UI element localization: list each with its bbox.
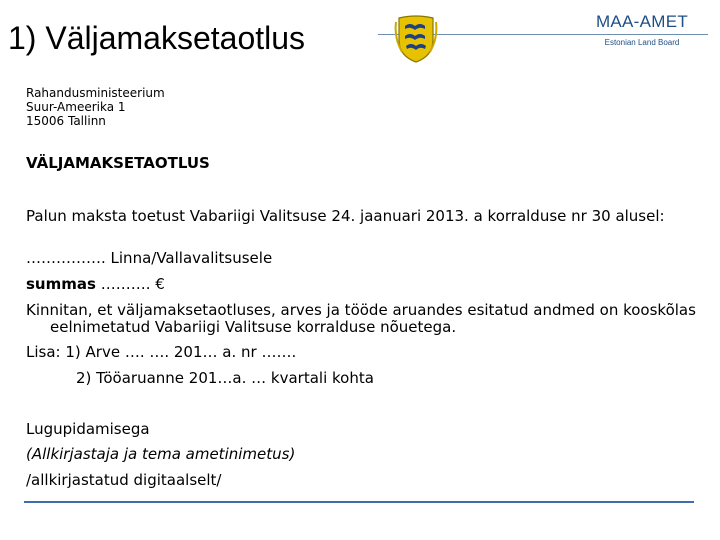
- attachment-line-1: Lisa: 1) Arve …. …. 201… a. nr …….: [26, 343, 297, 361]
- signed-note: /allkirjastatud digitaalselt/: [26, 471, 222, 489]
- brand-name: MAA-AMET: [595, 12, 689, 31]
- coat-of-arms-icon: [394, 12, 438, 64]
- address-line: Suur-Ameerika 1: [26, 100, 126, 114]
- address-line: 15006 Tallinn: [26, 114, 106, 128]
- address-line: Rahandusministeerium: [26, 86, 165, 100]
- confirmation-paragraph: Kinnitan, et väljamaksetaotluses, arves ja tööde aruandes esitatud andmed on kooskõlas eelnimetatud Vabariigi Valitsuse korralduse nõuetega.: [26, 301, 696, 336]
- attachment-line-2: 2) Tööaruanne 201…a. … kvartali kohta: [76, 369, 374, 387]
- recipient-line: ……………. Linna/Vallavalitsusele: [26, 249, 273, 267]
- footer-divider: [24, 501, 694, 503]
- document-heading: VÄLJAMAKSETAOTLUS: [26, 154, 210, 172]
- recipient-address: [26, 86, 165, 128]
- sum-label: summas: [26, 275, 96, 293]
- brand-subtitle: Estonian Land Board: [604, 38, 680, 47]
- page-title: 1) Väljamaksetaotlus: [8, 20, 306, 56]
- sum-line: [26, 276, 696, 293]
- payment-request-paragraph: Palun maksta toetust Vabariigi Valitsuse 24. jaanuari 2013. a korralduse nr 30 alusel:: [26, 207, 665, 225]
- sum-value: ………. €: [95, 275, 165, 293]
- closing-text: Lugupidamisega: [26, 420, 150, 438]
- brand-logo: [592, 12, 692, 48]
- signer-text: (Allkirjastaja ja tema ametinimetus): [26, 445, 296, 463]
